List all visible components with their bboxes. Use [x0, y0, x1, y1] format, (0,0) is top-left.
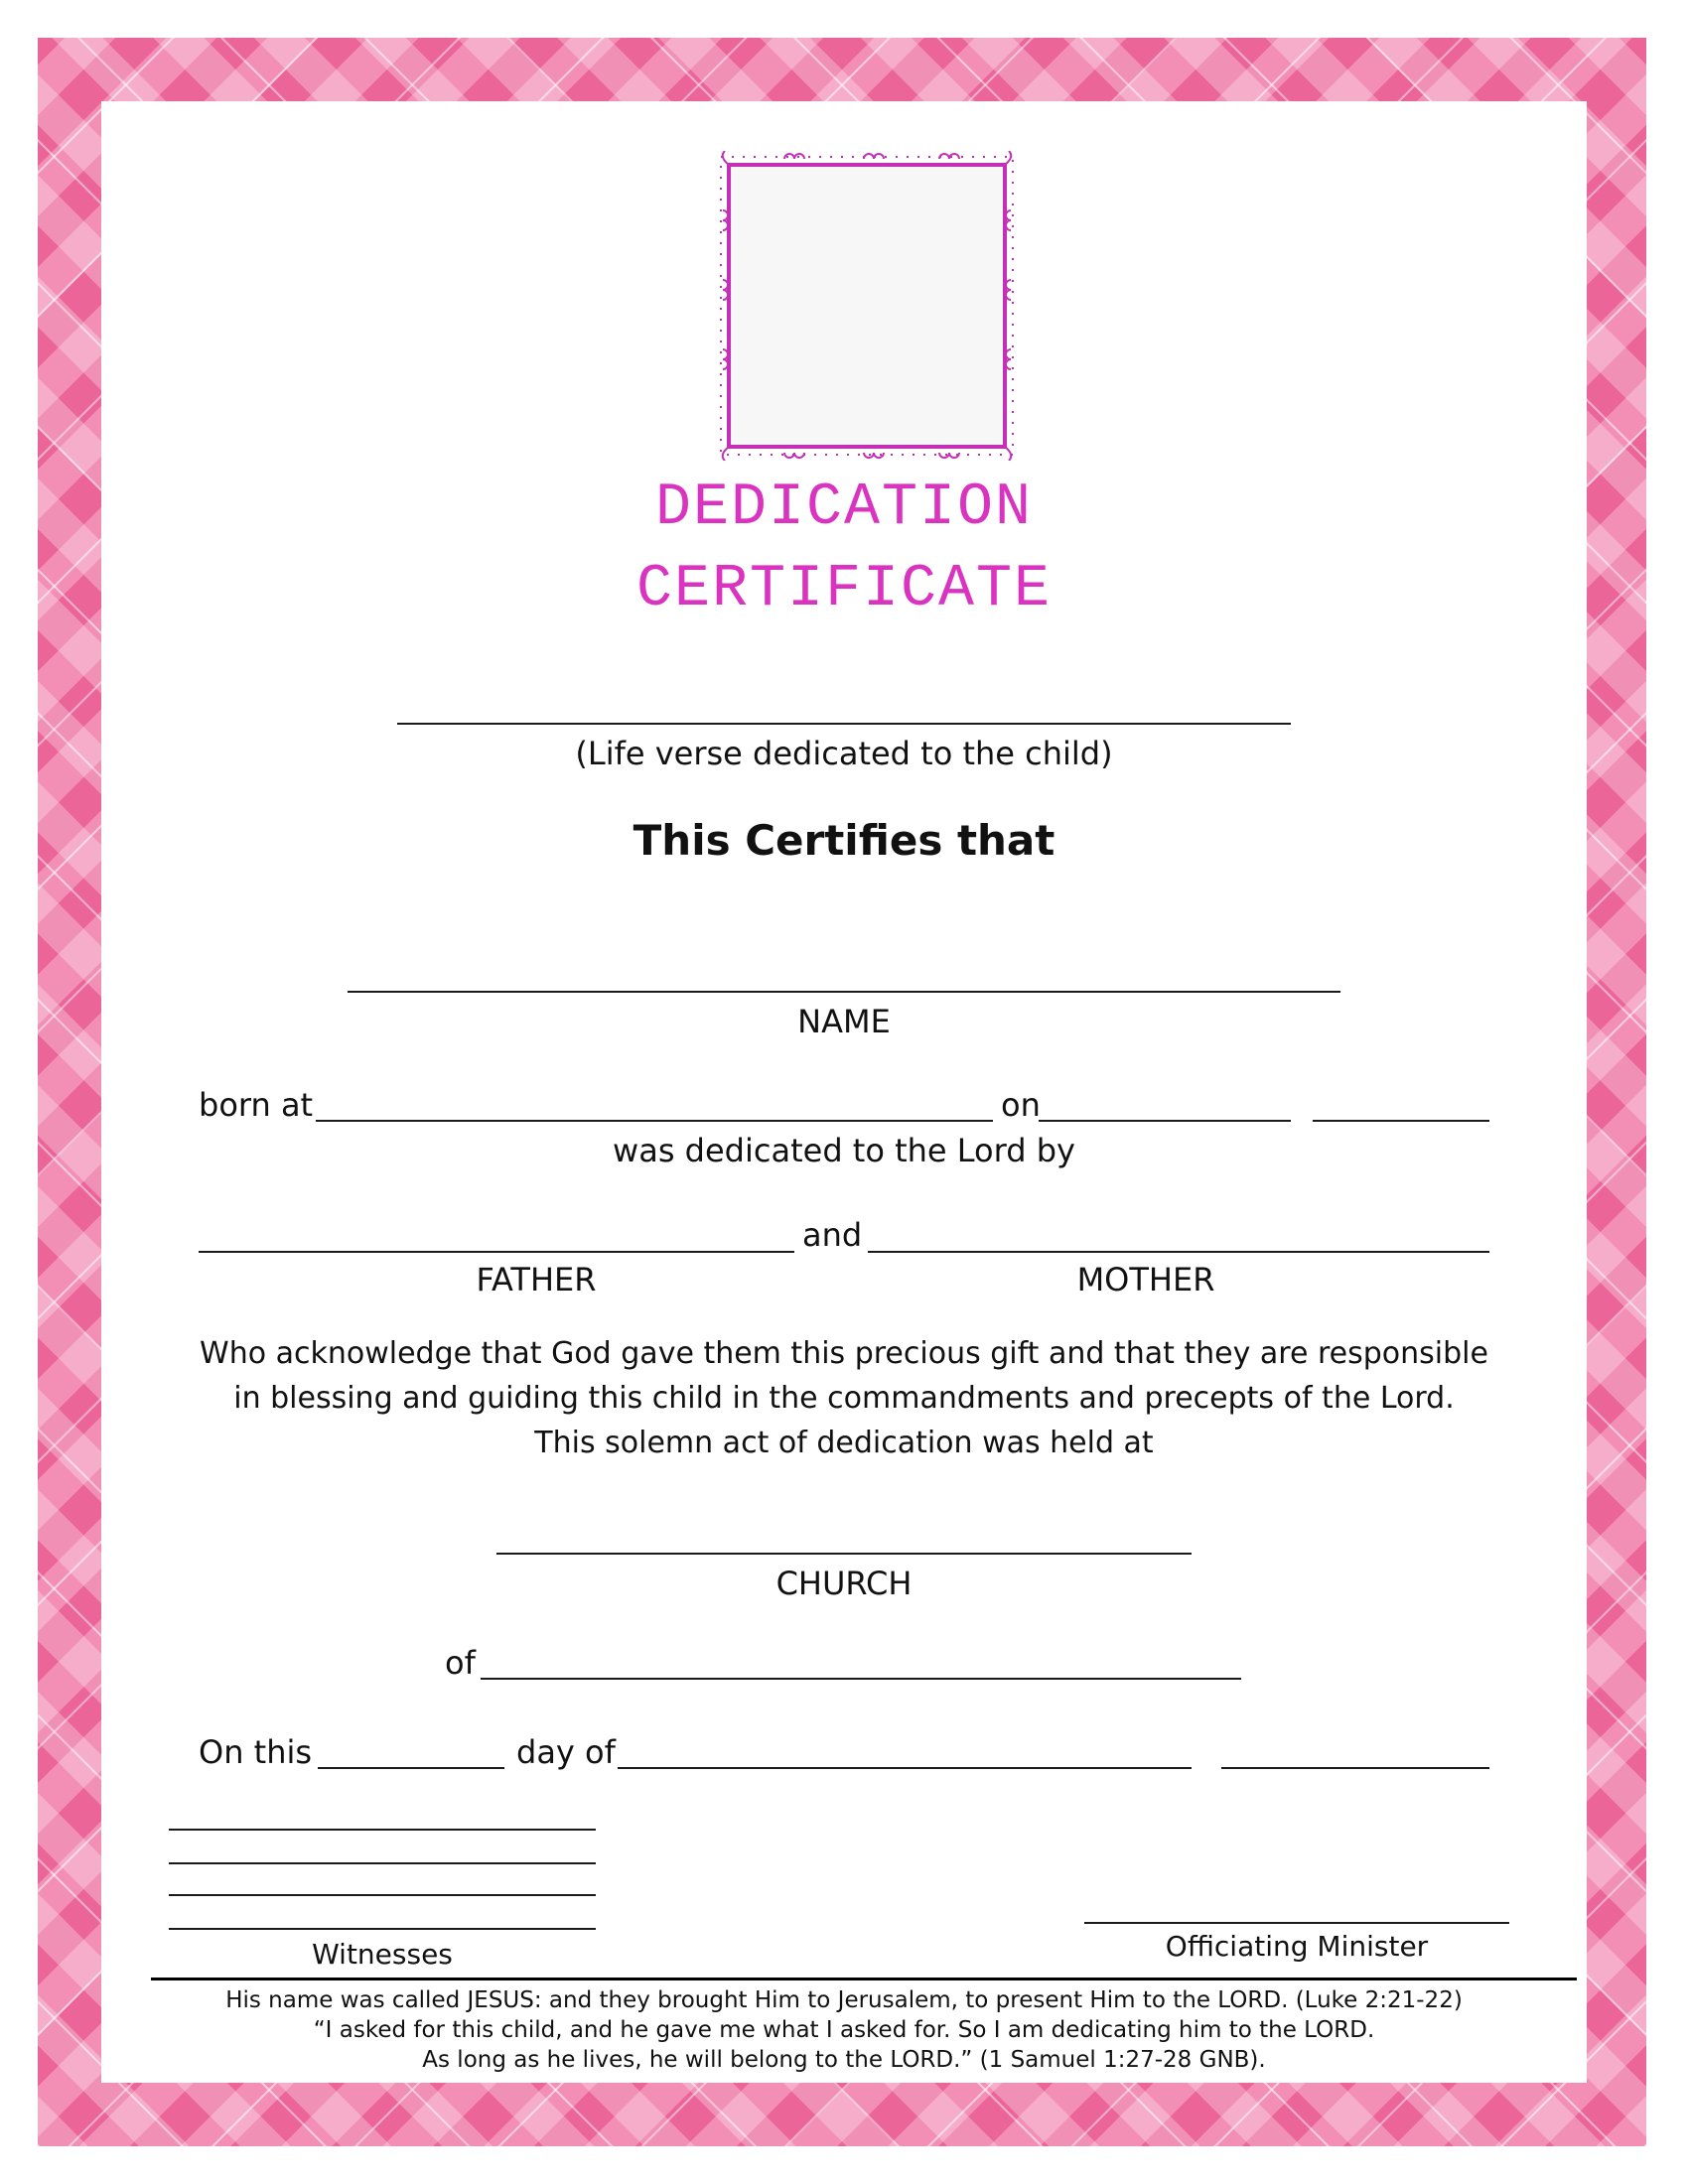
witness-line-1[interactable] — [169, 1829, 596, 1831]
name-label: NAME — [797, 1003, 891, 1040]
birth-date-line[interactable] — [1039, 1120, 1291, 1122]
month-line[interactable] — [618, 1767, 1192, 1769]
minister-line[interactable] — [1084, 1922, 1509, 1924]
footer-verse-line-1: His name was called JESUS: and they brought Him to Jerusalem, to present Him to the LORD. (Luke 2:21-22) — [225, 1987, 1463, 2013]
year-line[interactable] — [1221, 1767, 1489, 1769]
mother-label: MOTHER — [1076, 1261, 1215, 1298]
footer-divider — [151, 1978, 1577, 1980]
of-label: of — [445, 1644, 476, 1682]
certificate-title-line1: DEDICATION — [654, 475, 1034, 542]
birth-year-line[interactable] — [1313, 1120, 1489, 1122]
minister-label: Officiating Minister — [1165, 1930, 1429, 1963]
body-line-1: Who acknowledge that God gave them this precious gift and that they are responsible — [200, 1336, 1488, 1371]
day-line[interactable] — [318, 1767, 504, 1769]
certifies-heading: This Certifies that — [633, 816, 1055, 865]
life-verse-label: (Life verse dedicated to the child) — [575, 735, 1113, 772]
witnesses-label: Witnesses — [312, 1938, 453, 1971]
body-line-3: This solemn act of dedication was held at — [534, 1426, 1154, 1460]
life-verse-line[interactable] — [397, 723, 1291, 725]
name-line[interactable] — [348, 991, 1340, 993]
day-of-label: day of — [516, 1733, 616, 1771]
church-line[interactable] — [496, 1553, 1192, 1555]
father-line[interactable] — [199, 1251, 794, 1253]
body-line-2: in blessing and guiding this child in the commandments and precepts of the Lord. — [233, 1381, 1455, 1416]
certificate-title-line2: CERTIFICATE — [635, 556, 1053, 623]
witness-line-2[interactable] — [169, 1862, 596, 1864]
on-label: on — [1001, 1086, 1041, 1124]
footer-verse-line-3: As long as he lives, he will belong to the LORD.” (1 Samuel 1:27-28 GNB). — [422, 2047, 1266, 2073]
ornate-photo-frame-icon — [715, 151, 1019, 461]
footer-verse-line-2: “I asked for this child, and he gave me what I asked for. So I am dedicating him to the LORD. — [313, 2017, 1375, 2043]
father-label: FATHER — [476, 1261, 597, 1298]
mother-line[interactable] — [868, 1251, 1489, 1253]
witness-line-4[interactable] — [169, 1928, 596, 1930]
church-label: CHURCH — [775, 1565, 913, 1602]
witness-line-3[interactable] — [169, 1894, 596, 1896]
and-label: and — [802, 1216, 863, 1254]
location-line[interactable] — [481, 1678, 1241, 1680]
dedicated-text: was dedicated to the Lord by — [613, 1132, 1075, 1169]
on-this-label: On this — [199, 1733, 313, 1771]
birthplace-line[interactable] — [316, 1120, 993, 1122]
born-at-label: born at — [199, 1086, 314, 1124]
